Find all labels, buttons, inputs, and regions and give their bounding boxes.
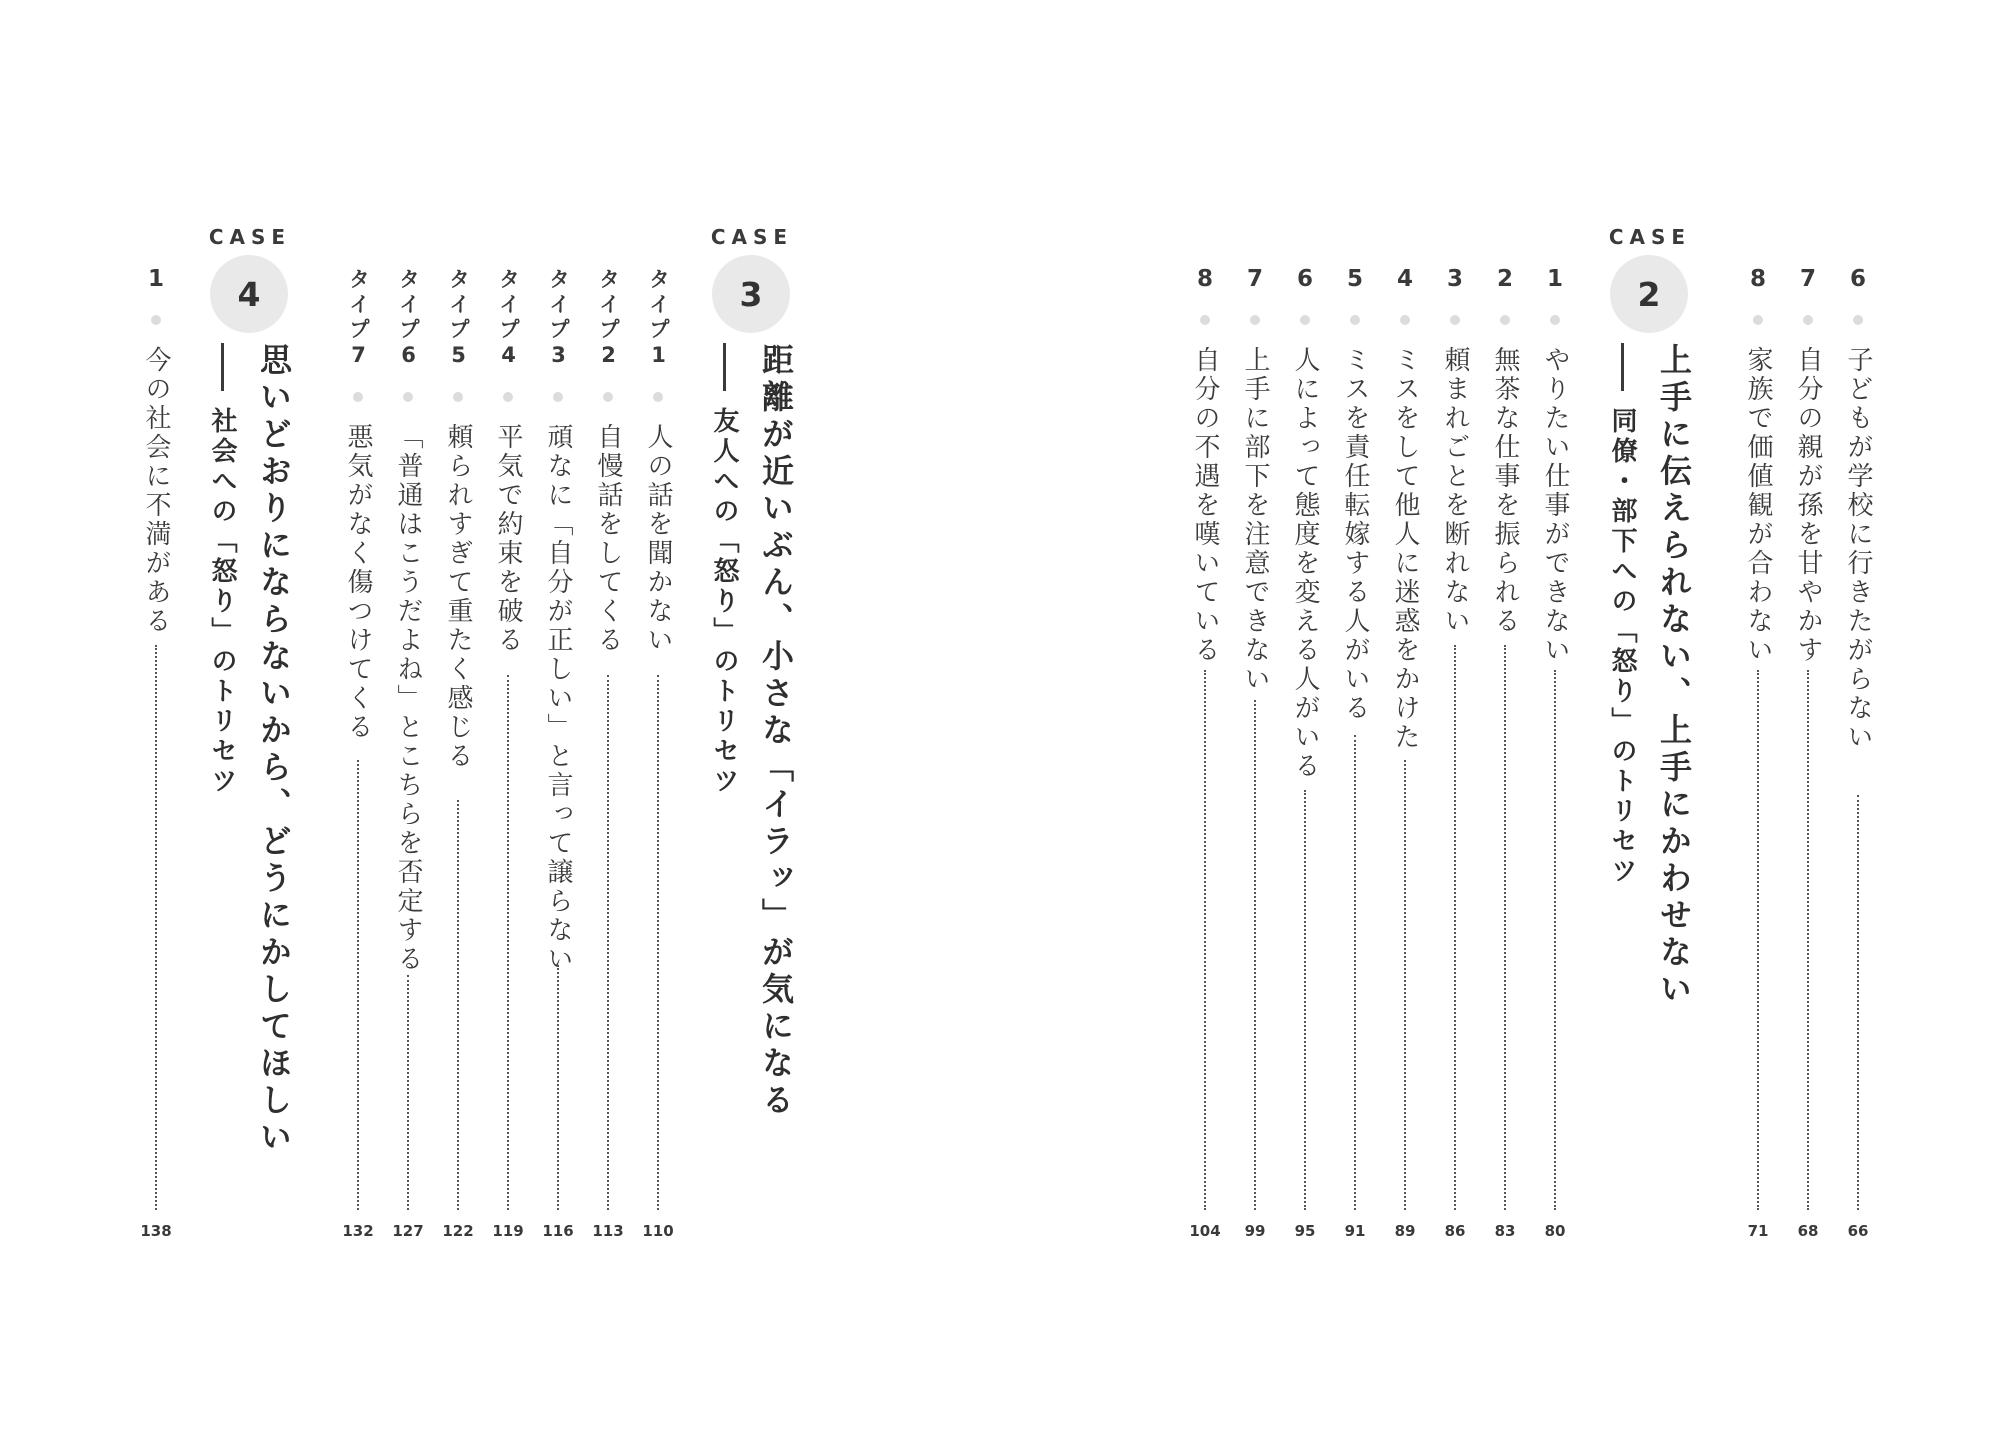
bullet-dot [503,392,513,402]
entry-number: 6 [1849,266,1866,292]
list-item[interactable] [344,268,372,742]
entry-title: 子どもが学校に行きたがらない [1843,346,1873,752]
dot-leader [1757,670,1759,1210]
entry-title: 自分の不遇を嘆いている [1190,346,1220,665]
page-number[interactable]: 113 [592,1222,624,1240]
list-item[interactable] [142,268,170,636]
list-item[interactable] [1844,268,1872,752]
dot-leader [607,675,609,1210]
list-item[interactable] [1291,268,1319,781]
dot-leader [1454,645,1456,1210]
list-item[interactable] [394,268,422,974]
dot-leader [657,675,659,1210]
entry-number: タイプ5 [446,268,471,371]
entry-title: 悪気がなく傷つけてくる [343,423,373,742]
case-label: CASE [710,225,794,249]
dot-leader [1554,670,1556,1210]
bullet-dot [603,392,613,402]
entry-number: 1 [147,266,164,292]
entry-number: 6 [1296,266,1313,292]
case-title: 思いどおりにならないから、どうにかしてほしい [255,343,293,1157]
entry-title: 自分の親が孫を甘やかす [1793,346,1823,665]
bullet-dot [1500,315,1510,325]
page-number[interactable]: 127 [392,1222,424,1240]
page-number[interactable]: 68 [1797,1222,1819,1240]
entry-number: タイプ1 [646,268,671,371]
entry-title: 頼られすぎて重たく感じる [443,423,473,771]
entry-number: 2 [1496,266,1513,292]
case-label: CASE [1608,225,1692,249]
entry-title: 頑なに「自分が正しい」と言って譲らない [543,423,573,974]
dot-leader [457,800,459,1210]
bullet-dot [453,392,463,402]
page-number[interactable]: 83 [1494,1222,1516,1240]
list-item[interactable] [1391,268,1419,752]
entry-title: 自慢話をしてくる [593,423,623,655]
dot-leader [155,645,157,1210]
list-item[interactable] [1794,268,1822,665]
page-number[interactable]: 66 [1847,1222,1869,1240]
page-number[interactable]: 119 [492,1222,524,1240]
entry-title: 「普通はこうだよね」とこちらを否定する [393,423,423,974]
bullet-dot [403,392,413,402]
list-item[interactable] [494,268,522,655]
case-number-badge: 3 [712,255,790,333]
page-number[interactable]: 80 [1544,1222,1566,1240]
bullet-dot [1200,315,1210,325]
entry-number: タイプ4 [496,268,521,371]
case-number-badge: 4 [210,255,288,333]
entry-title: 人によって態度を変える人がいる [1290,346,1320,781]
bullet-dot [353,392,363,402]
entry-number: 8 [1196,266,1213,292]
dot-leader [507,675,509,1210]
bullet-dot [1450,315,1460,325]
subtitle-dash [221,343,224,391]
dot-leader [1304,790,1306,1210]
list-item[interactable] [1341,268,1369,723]
case-number-badge: 2 [1610,255,1688,333]
page-number[interactable]: 116 [542,1222,574,1240]
page-number[interactable]: 138 [140,1222,172,1240]
bullet-dot [553,392,563,402]
case-subtitle [708,343,740,797]
dot-leader [1857,795,1859,1210]
dot-leader [1404,760,1406,1210]
case-subtitle [206,343,238,797]
entry-title: 人の話を聞かない [643,423,673,655]
dot-leader [407,975,409,1210]
dot-leader [1807,670,1809,1210]
dot-leader [357,760,359,1210]
page-number[interactable]: 71 [1747,1222,1769,1240]
subtitle-text: 社会への「怒り」のトリセツ [207,407,237,797]
list-item[interactable] [1491,268,1519,636]
entry-number: タイプ2 [596,268,621,371]
dot-leader [1504,645,1506,1210]
entry-title: 上手に部下を注意できない [1240,346,1270,694]
entry-number: 7 [1799,266,1816,292]
entry-number: 3 [1446,266,1463,292]
entry-title: ミスをして他人に迷惑をかけた [1390,346,1420,752]
list-item[interactable] [444,268,472,771]
bullet-dot [1753,315,1763,325]
entry-title: やりたい仕事ができない [1540,346,1570,665]
subtitle-text: 同僚・部下への「怒り」のトリセツ [1607,407,1637,887]
list-item[interactable] [1441,268,1469,636]
case-title: 距離が近いぶん、小さな「イラッ」が気になる [757,343,795,1120]
dot-leader [1254,700,1256,1210]
page-number[interactable]: 89 [1394,1222,1416,1240]
case-title: 上手に伝えられない、上手にかわせない [1655,343,1693,1009]
entry-title: 頼まれごとを断れない [1440,346,1470,636]
subtitle-dash [1621,343,1624,391]
page-number[interactable]: 86 [1444,1222,1466,1240]
list-item[interactable] [644,268,672,655]
list-item[interactable] [1191,268,1219,665]
case-subtitle [1606,343,1638,887]
entry-number: タイプ6 [396,268,421,371]
bullet-dot [653,392,663,402]
entry-number: タイプ3 [546,268,571,371]
bullet-dot [1803,315,1813,325]
bullet-dot [1250,315,1260,325]
entry-number: 1 [1546,266,1563,292]
entry-number: タイプ7 [346,268,371,371]
entry-number: 5 [1346,266,1363,292]
entry-title: ミスを責任転嫁する人がいる [1340,346,1370,723]
list-item[interactable] [1744,268,1772,665]
page-number[interactable]: 132 [342,1222,374,1240]
page-number[interactable]: 91 [1344,1222,1366,1240]
list-item[interactable] [1541,268,1569,665]
entry-number: 7 [1246,266,1263,292]
bullet-dot [1400,315,1410,325]
entry-number: 8 [1749,266,1766,292]
entry-title: 平気で約束を破る [493,423,523,655]
bullet-dot [1300,315,1310,325]
case-label: CASE [208,225,292,249]
bullet-dot [151,315,161,325]
bullet-dot [1350,315,1360,325]
entry-number: 4 [1396,266,1413,292]
bullet-dot [1550,315,1560,325]
dot-leader [1204,670,1206,1210]
list-item[interactable] [594,268,622,655]
page-number[interactable]: 122 [442,1222,474,1240]
entry-title: 今の社会に不満がある [141,346,171,636]
subtitle-text: 友人への「怒り」のトリセツ [709,407,739,797]
entry-title: 無茶な仕事を振られる [1490,346,1520,636]
list-item[interactable] [1241,268,1269,694]
dot-leader [1354,735,1356,1210]
bullet-dot [1853,315,1863,325]
subtitle-dash [723,343,726,391]
entry-title: 家族で価値観が合わない [1743,346,1773,665]
dot-leader [557,965,559,1210]
page-number[interactable]: 95 [1294,1222,1316,1240]
list-item[interactable] [544,268,572,974]
page-number[interactable]: 110 [642,1222,674,1240]
page-number[interactable]: 99 [1244,1222,1266,1240]
page-number[interactable]: 104 [1189,1222,1221,1240]
